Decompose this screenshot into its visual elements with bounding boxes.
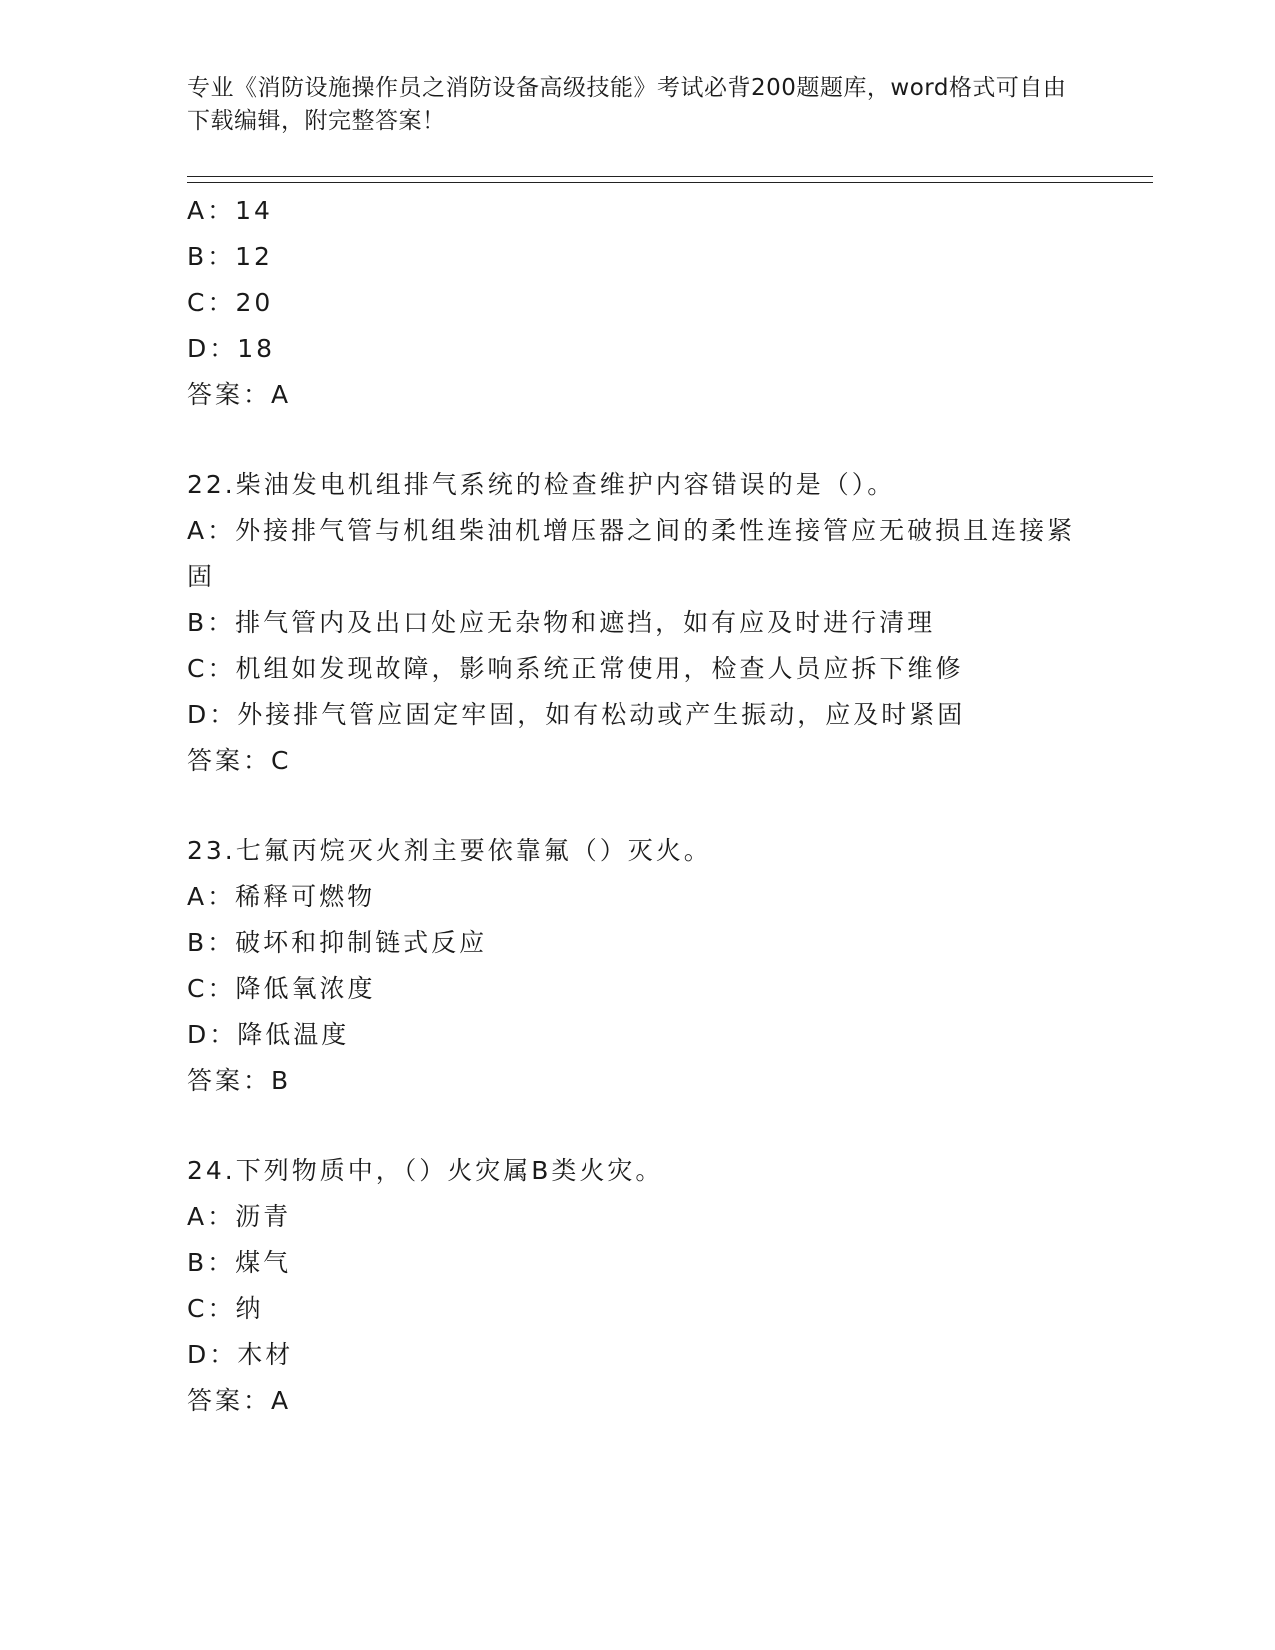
question-block-24 bbox=[187, 1148, 1087, 1424]
option-d: D：降低温度 bbox=[187, 1020, 350, 1049]
header-divider-bottom bbox=[187, 182, 1153, 183]
option-c: C：降低氧浓度 bbox=[187, 974, 376, 1003]
option-a: A：稀释可燃物 bbox=[187, 882, 376, 911]
option-c: C：20 bbox=[187, 288, 274, 317]
question-block-22 bbox=[187, 462, 1087, 784]
option-b: B：破坏和抑制链式反应 bbox=[187, 928, 488, 957]
document-header: 专业《消防设施操作员之消防设备高级技能》考试必背200题题库，word格式可自由下载编辑，附完整答案！ bbox=[187, 75, 1067, 134]
header-divider-top bbox=[187, 176, 1153, 177]
option-d: D：外接排气管应固定牢固，如有松动或产生振动，应及时紧固 bbox=[187, 700, 966, 729]
option-a: A：外接排气管与机组柴油机增压器之间的柔性连接管应无破损且连接紧固 bbox=[187, 516, 1076, 591]
question-list bbox=[187, 188, 1087, 1424]
option-c: C：纳 bbox=[187, 1294, 264, 1323]
answer-line: 答案：B bbox=[187, 1066, 292, 1095]
question-text: 23.七氟丙烷灭火剂主要依靠氟（）灭火。 bbox=[187, 836, 712, 865]
question-text: 22.柴油发电机组排气系统的检查维护内容错误的是（）。 bbox=[187, 470, 896, 499]
question-block-23 bbox=[187, 828, 1087, 1104]
option-b: B：12 bbox=[187, 242, 273, 271]
option-b: B：排气管内及出口处应无杂物和遮挡，如有应及时进行清理 bbox=[187, 608, 936, 637]
question-text: 24.下列物质中，（）火灾属B类火灾。 bbox=[187, 1156, 664, 1185]
question-block-21 bbox=[187, 188, 1087, 418]
answer-line: 答案：A bbox=[187, 1386, 292, 1415]
option-b: B：煤气 bbox=[187, 1248, 292, 1277]
option-d: D：18 bbox=[187, 334, 276, 363]
option-a: A：沥青 bbox=[187, 1202, 292, 1231]
option-a: A：14 bbox=[187, 196, 273, 225]
option-d: D：木材 bbox=[187, 1340, 294, 1369]
option-c: C：机组如发现故障，影响系统正常使用，检查人员应拆下维修 bbox=[187, 654, 964, 683]
answer-line: 答案：A bbox=[187, 380, 292, 409]
answer-line: 答案：C bbox=[187, 746, 292, 775]
